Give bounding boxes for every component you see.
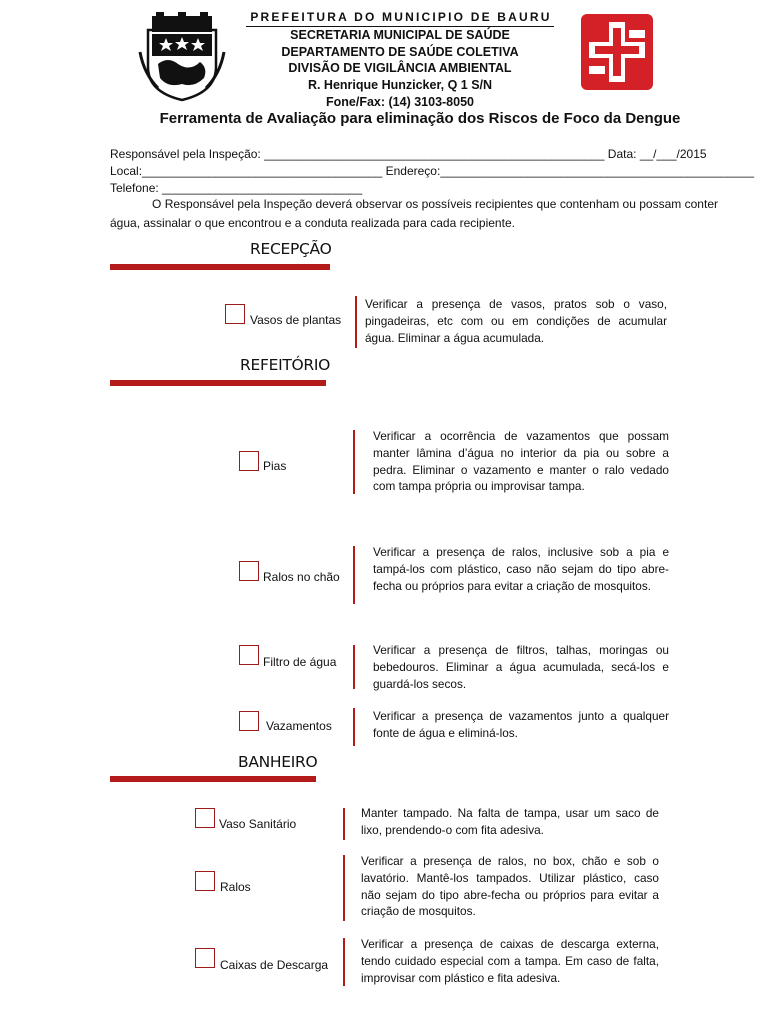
section-bar-refeitorio bbox=[110, 380, 326, 386]
intro-paragraph bbox=[110, 195, 718, 233]
section-title-recepcao: RECEPÇÃO bbox=[250, 240, 332, 258]
checkbox-pias[interactable] bbox=[239, 451, 259, 471]
label-vaso-sanitario: Vaso Sanitário bbox=[219, 817, 297, 831]
header-prefeitura: PREFEITURA DO MUNICIPIO DE BAURU bbox=[246, 9, 553, 27]
label-vasos-de-plantas: Vasos de plantas bbox=[250, 313, 342, 327]
checkbox-ralos-no-chao[interactable] bbox=[239, 561, 259, 581]
label-ralos-no-chao: Ralos no chão bbox=[263, 570, 340, 584]
separator bbox=[343, 855, 345, 921]
header-secretaria: SECRETARIA MUNICIPAL DE SAÚDE bbox=[290, 27, 510, 42]
section-bar-banheiro bbox=[110, 776, 316, 782]
separator bbox=[353, 645, 355, 689]
separator bbox=[353, 708, 355, 746]
checkbox-filtro-de-agua[interactable] bbox=[239, 645, 259, 665]
text-ralos-no-chao: Verificar a presença de ralos, inclusive sob a pia e tampá-los com plástico, caso não sejam do tipo abre-fecha ou próprios para evitar a criação de mosquitos. bbox=[373, 545, 669, 593]
checkbox-vasos-de-plantas[interactable] bbox=[225, 304, 245, 324]
section-bar-recepcao bbox=[110, 264, 330, 270]
header-endereco: R. Henrique Hunzicker, Q 1 S/N bbox=[307, 78, 493, 93]
separator bbox=[353, 546, 355, 604]
text-vaso-sanitario: Manter tampado. Na falta de tampa, usar um saco de lixo, prendendo-o com fita adesiva. bbox=[361, 806, 659, 837]
separator bbox=[353, 430, 355, 494]
form-local[interactable]: Local:____________________________________ Endereço:_______________________________________________ bbox=[110, 164, 754, 178]
text-vazamentos: Verificar a presença de vazamentos junto a qualquer fonte de água e eliminá-los. bbox=[373, 709, 669, 740]
separator bbox=[343, 938, 345, 986]
form-responsavel[interactable]: Responsável pela Inspeção: ___________________________________________________ Data: __/___/2015 bbox=[110, 147, 707, 161]
checkbox-caixas-de-descarga[interactable] bbox=[195, 948, 215, 968]
label-caixas-de-descarga: Caixas de Descarga bbox=[220, 958, 329, 972]
text-pias: Verificar a ocorrência de vazamentos que possam manter lâmina d’água no interior da pia ou sobre a pedra. Eliminar o vazamento e manter o ralo vedado com tampa própria ou improvisar tampa. bbox=[373, 429, 669, 494]
label-filtro-de-agua: Filtro de água bbox=[263, 655, 337, 669]
separator bbox=[355, 296, 357, 348]
header-departamento: DEPARTAMENTO DE SAÚDE COLETIVA bbox=[281, 44, 519, 59]
header-block bbox=[240, 9, 560, 111]
label-pias: Pias bbox=[263, 459, 287, 473]
page-title: Ferramenta de Avaliação para eliminação dos Riscos de Foco da Dengue bbox=[159, 110, 681, 127]
text-ralos: Verificar a presença de ralos, no box, chão e sob o lavatório. Mantê-los tampados. Utilizar plástico, caso não sejam do tipo abre-fecha ou próprios para evitar a criação de mosquitos. bbox=[361, 854, 659, 919]
separator bbox=[343, 808, 345, 840]
label-vazamentos: Vazamentos bbox=[266, 719, 332, 733]
label-ralos: Ralos bbox=[220, 880, 251, 894]
section-title-banheiro: BANHEIRO bbox=[238, 753, 318, 771]
form-telefone[interactable]: Telefone: ______________________________ bbox=[110, 181, 363, 195]
health-cross-logo-icon bbox=[581, 14, 653, 90]
intro-text: O Responsável pela Inspeção deverá observar os possíveis recipientes que contenham ou possam conter água, assinalar o que encontrou e a conduta realizada para cada recipiente. bbox=[110, 197, 718, 230]
checkbox-vazamentos[interactable] bbox=[239, 711, 259, 731]
header-fone: Fone/Fax: (14) 3103-8050 bbox=[326, 94, 474, 109]
header-divisao: DIVISÃO DE VIGILÂNCIA AMBIENTAL bbox=[288, 61, 512, 76]
municipal-crest-icon bbox=[138, 12, 226, 102]
checkbox-ralos[interactable] bbox=[195, 871, 215, 891]
text-caixas-de-descarga: Verificar a presença de caixas de descarga externa, tendo cuidado especial com a tampa. Em caso de falta, improvisar com plástico e fita adesiva. bbox=[361, 937, 659, 985]
section-title-refeitorio: REFEITÓRIO bbox=[240, 356, 331, 374]
checkbox-vaso-sanitario[interactable] bbox=[195, 808, 215, 828]
text-vasos-de-plantas: Verificar a presença de vasos, pratos sob o vaso, pingadeiras, etc com ou em condições de acumular água. Eliminar a água acumulada. bbox=[365, 297, 667, 345]
text-filtro-de-agua: Verificar a presença de filtros, talhas, moringas ou bebedouros. Eliminar a água acumulada, secá-los e guardá-los secos. bbox=[373, 643, 669, 691]
